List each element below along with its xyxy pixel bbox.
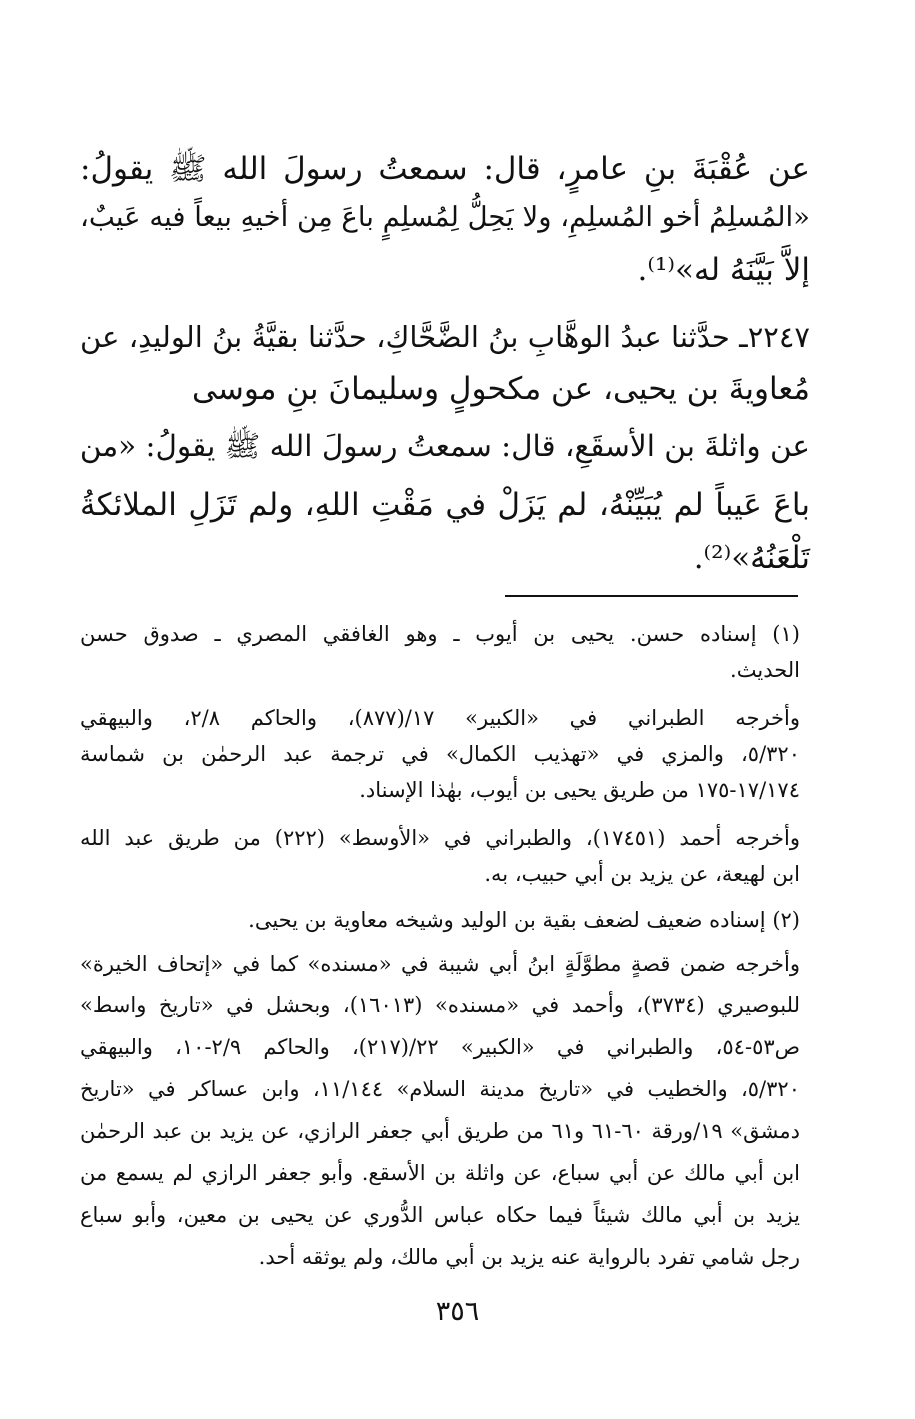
main-line-5: مُعاويةَ بن يحيى، عن مكحولٍ وسليمانَ بنِ موسى	[192, 371, 810, 407]
page-number: ٣٥٦	[435, 1296, 480, 1327]
footnote-line-15: يزيد بن أبي مالك شيئاً فيما حكاه عباس الدُّوري عن يحيى بن معين، وأبو سباع	[80, 1203, 800, 1227]
footnote-line-16: رجل شامي تفرد بالرواية عنه يزيد بن أبي مالك، ولم يوثقه أحد.	[258, 1245, 800, 1269]
main-line-7: باعَ عَيباً لم يُبَيِّنْهُ، لم يَزَلْ في مَقْتِ اللهِ، ولم تَزَلِ الملائكةُ	[80, 487, 810, 523]
footnote-line-1: (١) إسناده حسن. يحيى بن أيوب ـ وهو الغافقي المصري ـ صدوق حسن	[80, 622, 800, 646]
footnote-line-9: وأخرجه ضمن قصةٍ مطوَّلَةٍ ابنُ أبي شيبة في «مسنده» كما في «إتحاف الخيرة»	[80, 952, 800, 976]
footnote-line-7: ابن لهيعة، عن يزيد بن أبي حبيب، به.	[484, 862, 800, 886]
footnote-line-12: ٥/٣٢٠، والخطيب في «تاريخ مدينة السلام» ١١/١٤٤، وابن عساكر في «تاريخ	[80, 1077, 800, 1101]
footnote-line-4: ٥/٣٢٠، والمزي في «تهذيب الكمال» في ترجمة عبد الرحمٰن بن شماسة	[80, 742, 800, 766]
footnote-line-10: للبوصيري (٣٧٣٤)، وأحمد في «مسنده» (١٦٠١٣)، وبحشل في «تاريخ واسط»	[80, 993, 800, 1017]
main-line-8: تَلْعَنُهُ»⁽²⁾.	[693, 540, 810, 576]
footnote-line-11: ص٥٣-٥٤، والطبراني في «الكبير» ٢٢/(٢١٧)، والحاكم ٢/٩-١٠، والبيهقي	[80, 1035, 801, 1059]
footnote-line-8: (٢) إسناده ضعيف لضعف بقية بن الوليد وشيخه معاوية بن يحيى.	[248, 908, 800, 932]
footnote-line-13: دمشق» ١٩/ورقة ٦٠-٦١ و٦١ من طريق أبي جعفر الرازي، عن يزيد بن عبد الرحمٰن	[80, 1119, 800, 1143]
footnote-line-14: ابن أبي مالك عن أبي سباع، عن واثلة بن الأسقع. وأبو جعفر الرازي لم يسمع من	[80, 1161, 801, 1185]
main-line-2: «المُسلِمُ أخو المُسلِمِ، ولا يَحِلُّ لِمُسلِمٍ باعَ مِن أخيهِ بيعاً فيه عَيبٌ،	[80, 201, 810, 233]
footnote-line-6: وأخرجه أحمد (١٧٤٥١)، والطبراني في «الأوسط» (٢٢٢) من طريق عبد الله	[80, 826, 801, 850]
footnote-line-2: الحديث.	[730, 658, 800, 682]
main-line-3: إلاَّ بَيَّنَهُ له»⁽¹⁾.	[637, 252, 810, 288]
main-line-1: عن عُقْبَةَ بنِ عامرٍ، قال: سمعتُ رسولَ الله ﷺ يقولُ:	[80, 151, 810, 187]
footnote-line-5: ١٧/١٧٤-١٧٥ من طريق يحيى بن أيوب، بهٰذا الإسناد.	[359, 778, 800, 802]
main-line-6: عن واثلةَ بن الأسقَعِ، قال: سمعتُ رسولَ الله ﷺ يقولُ: «من	[79, 429, 810, 463]
footnote-separator	[505, 595, 798, 597]
main-line-4: ٢٢٤٧ـ حدَّثنا عبدُ الوهَّابِ بنُ الضَّحَّاكِ، حدَّثنا بقيَّةُ بنُ الوليدِ، عن	[80, 320, 810, 354]
footnote-line-3: وأخرجه الطبراني في «الكبير» ١٧/(٨٧٧)، والحاكم ٢/٨، والبيهقي	[80, 706, 800, 730]
